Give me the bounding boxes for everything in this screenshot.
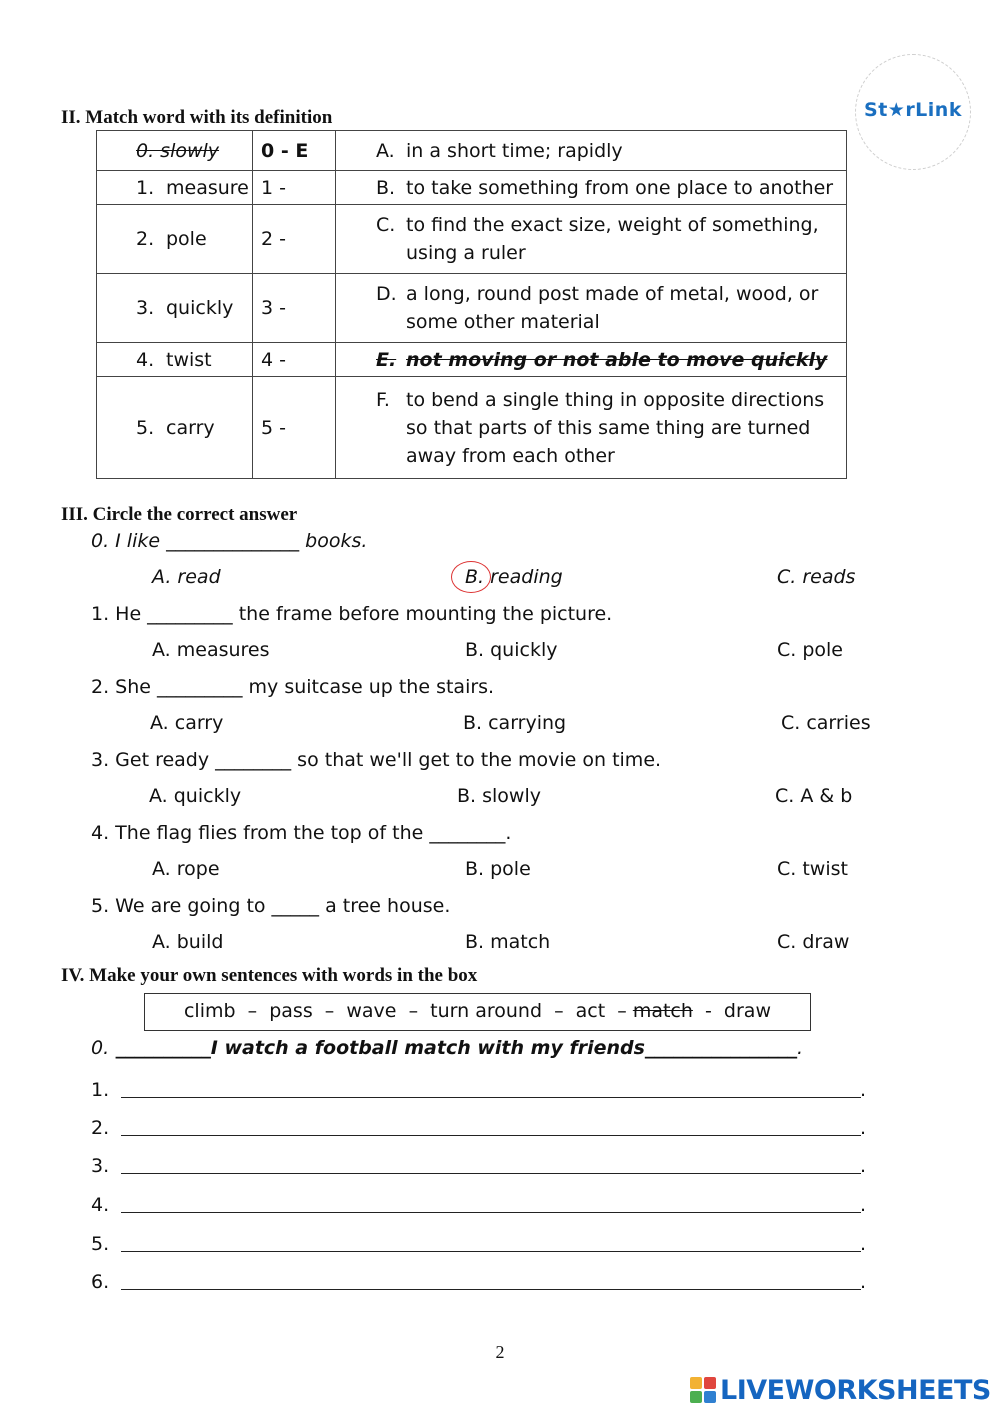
word-text: quickly bbox=[166, 297, 234, 319]
definition-text: a long, round post made of metal, wood, or some other material bbox=[406, 283, 819, 333]
answer-cell[interactable] bbox=[253, 274, 336, 343]
line-period: . bbox=[860, 1079, 867, 1101]
definition-cell bbox=[336, 205, 847, 274]
word-number: 1. bbox=[136, 176, 155, 199]
word-cell bbox=[97, 343, 253, 377]
word-cell bbox=[97, 377, 253, 479]
definition-letter: E. bbox=[376, 348, 397, 371]
answer-label: 4 - bbox=[261, 348, 286, 371]
answer-cell[interactable] bbox=[253, 171, 336, 205]
example-blank: ________________ bbox=[644, 1037, 797, 1059]
word-cell bbox=[97, 274, 253, 343]
writing-line[interactable] bbox=[121, 1173, 861, 1174]
word-text: carry bbox=[166, 416, 215, 439]
word-text: pole bbox=[166, 228, 207, 250]
answer-label: 5 - bbox=[261, 416, 286, 439]
definition-cell bbox=[336, 274, 847, 343]
section-4-title: IV. Make your own sentences with words in the box bbox=[61, 965, 478, 986]
option-a[interactable]: A. carry bbox=[150, 712, 224, 734]
definition-cell bbox=[336, 131, 847, 171]
answer-example: 0 - E bbox=[261, 139, 309, 162]
question-2: 2. She _________ my suitcase up the stairs. bbox=[91, 676, 495, 698]
line-number: 3. bbox=[91, 1155, 110, 1177]
liveworksheets-logo bbox=[690, 1373, 990, 1407]
definition-text-struck: not moving or not able to move quickly bbox=[406, 348, 828, 371]
answer-label: 1 - bbox=[261, 176, 286, 199]
answer-cell[interactable] bbox=[253, 205, 336, 274]
struck-word: match bbox=[632, 1000, 693, 1022]
table-row bbox=[97, 205, 847, 274]
example-text: I watch a football match with my friends bbox=[210, 1037, 645, 1059]
writing-line[interactable] bbox=[121, 1212, 861, 1213]
word-number: 5. bbox=[136, 416, 155, 439]
option-b[interactable]: B. pole bbox=[465, 858, 531, 880]
definition-cell bbox=[336, 171, 847, 205]
option-a[interactable]: A. measures bbox=[152, 639, 270, 661]
definition-letter: C. bbox=[376, 214, 396, 236]
example-sentence bbox=[91, 1037, 803, 1059]
definition-text: to bend a single thing in opposite directions so that parts of this same thing are turned away from each other bbox=[406, 388, 825, 467]
question-5: 5. We are going to _____ a tree house. bbox=[91, 895, 451, 917]
word-example: 0. slowly bbox=[136, 139, 220, 162]
line-period: . bbox=[860, 1233, 867, 1255]
question-1: 1. He _________ the frame before mounting the picture. bbox=[91, 603, 613, 625]
answer-cell[interactable] bbox=[253, 131, 336, 171]
question-4: 4. The flag flies from the top of the ________. bbox=[91, 822, 512, 844]
word-text: measure bbox=[166, 176, 249, 199]
word-cell bbox=[97, 205, 253, 274]
word-list-end: - draw bbox=[692, 1000, 771, 1022]
answer-label: 3 - bbox=[261, 297, 286, 319]
option-c[interactable]: C. reads bbox=[777, 566, 856, 588]
page-number: 2 bbox=[495, 1342, 505, 1362]
answer-cell[interactable] bbox=[253, 377, 336, 479]
definition-letter: D. bbox=[376, 283, 397, 305]
question-0: 0. I like ______________ books. bbox=[91, 530, 368, 552]
line-period: . bbox=[860, 1155, 867, 1177]
liveworksheets-brand: LIVEWORKSHEETS bbox=[720, 1374, 991, 1406]
starlink-logo bbox=[855, 54, 971, 170]
option-a[interactable]: A. build bbox=[152, 931, 224, 953]
word-number: 2. bbox=[136, 228, 155, 250]
word-list: climb – pass – wave – turn around – act – bbox=[183, 1000, 633, 1022]
word-number: 3. bbox=[136, 297, 155, 319]
section-2-title: II. Match word with its definition bbox=[61, 107, 333, 128]
line-number: 6. bbox=[91, 1271, 110, 1293]
definition-text: in a short time; rapidly bbox=[406, 139, 623, 162]
definition-cell bbox=[336, 343, 847, 377]
option-c[interactable]: C. carries bbox=[781, 712, 871, 734]
logo-text: St★rLink bbox=[864, 99, 962, 121]
word-cell bbox=[97, 131, 253, 171]
definition-cell bbox=[336, 377, 847, 479]
word-number: 4. bbox=[136, 348, 155, 371]
example-blank: __________ bbox=[115, 1037, 211, 1059]
section-3-title: III. Circle the correct answer bbox=[61, 504, 298, 525]
option-b[interactable]: B. match bbox=[465, 931, 551, 953]
liveworksheets-icon bbox=[690, 1377, 716, 1403]
line-number: 4. bbox=[91, 1194, 110, 1216]
table-row bbox=[97, 377, 847, 479]
definition-letter: F. bbox=[376, 388, 390, 411]
option-c[interactable]: C. A & b bbox=[775, 785, 853, 807]
answer-label: 2 - bbox=[261, 228, 286, 250]
line-number: 5. bbox=[91, 1233, 110, 1255]
table-row bbox=[97, 274, 847, 343]
word-text: twist bbox=[166, 348, 212, 371]
definition-text: to find the exact size, weight of something, using a ruler bbox=[406, 214, 819, 264]
word-box bbox=[144, 993, 811, 1031]
option-c[interactable]: C. draw bbox=[777, 931, 850, 953]
option-b[interactable]: B. slowly bbox=[457, 785, 541, 807]
writing-line[interactable] bbox=[121, 1289, 861, 1290]
option-c[interactable]: C. twist bbox=[777, 858, 848, 880]
line-period: . bbox=[860, 1194, 867, 1216]
question-3: 3. Get ready ________ so that we'll get to the movie on time. bbox=[91, 749, 662, 771]
writing-line[interactable] bbox=[121, 1251, 861, 1252]
option-a[interactable]: A. read bbox=[152, 566, 221, 588]
option-c[interactable]: C. pole bbox=[777, 639, 843, 661]
writing-line[interactable] bbox=[121, 1135, 861, 1136]
line-period: . bbox=[860, 1271, 867, 1293]
example-number: 0. bbox=[91, 1037, 110, 1059]
definition-letter: A. bbox=[376, 139, 395, 162]
option-a[interactable]: A. quickly bbox=[149, 785, 242, 807]
answer-circle bbox=[451, 561, 491, 593]
word-cell bbox=[97, 171, 253, 205]
table-row bbox=[97, 131, 847, 171]
line-period: . bbox=[860, 1117, 867, 1139]
option-a[interactable]: A. rope bbox=[152, 858, 220, 880]
table-row bbox=[97, 171, 847, 205]
definition-letter: B. bbox=[376, 176, 396, 199]
line-number: 1. bbox=[91, 1079, 110, 1101]
definition-text: to take something from one place to another bbox=[406, 176, 834, 199]
table-row bbox=[97, 343, 847, 377]
writing-line[interactable] bbox=[121, 1097, 861, 1098]
example-period: . bbox=[796, 1037, 803, 1059]
match-table bbox=[96, 130, 847, 479]
line-number: 2. bbox=[91, 1117, 110, 1139]
option-b[interactable]: B. reading bbox=[465, 566, 563, 588]
option-b[interactable]: B. carrying bbox=[463, 712, 567, 734]
answer-cell[interactable] bbox=[253, 343, 336, 377]
option-b[interactable]: B. quickly bbox=[465, 639, 558, 661]
